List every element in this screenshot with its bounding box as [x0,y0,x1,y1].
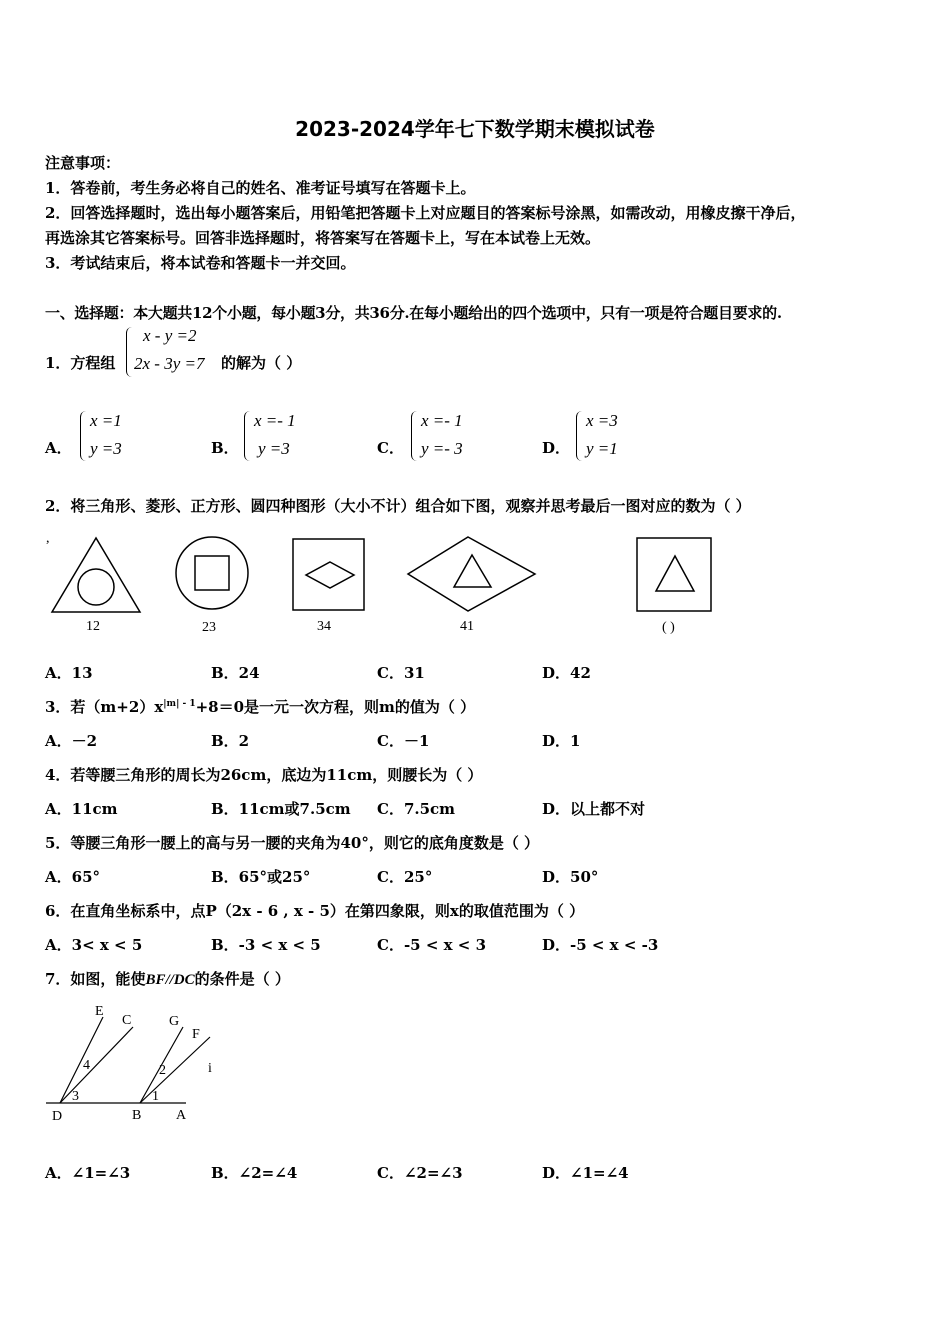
q6-option-d: D．-5 < x < -3 [542,936,659,954]
q3-stem-b: +8＝0是一元一次方程，则m的值为（ ） [195,698,476,716]
q5-option-b: B．65°或25° [211,868,311,886]
q2-fig1-label: 12 [86,619,100,634]
q7-angle-1: 1 [152,1089,159,1104]
q2-fig4-label: 41 [460,619,474,634]
q1-option-b-line1: x =- 1 [254,411,296,430]
q1-eq1: x - y =2 [143,326,197,345]
q1-option-c-line1: x =- 1 [421,411,463,430]
q1-option-b-brace [244,411,251,461]
q7-stem-b: 的条件是（ ） [194,970,290,988]
q2-option-d: D．42 [542,664,591,682]
q1-option-d-line2: y =1 [586,439,618,458]
q2-option-a: A．13 [45,664,93,682]
section-heading: 一、选择题：本大题共12个小题，每小题3分，共36分.在每小题给出的四个选项中，只有一项是符合题目要求的. [45,304,782,322]
q7-line-dc [60,1027,133,1103]
q3-option-b: B．2 [211,732,250,750]
q2-fig4-triangle [454,555,491,587]
q7-angle-3: 3 [72,1089,79,1104]
q1-option-a-brace [80,411,87,461]
q2-fig1-circle [78,569,114,605]
q1-eq2: 2x - 3y =7 [134,354,205,373]
q4-option-c: C．7.5cm [377,800,456,818]
q7-line-de [60,1017,103,1103]
q1-option-d-brace [576,411,583,461]
q1-option-d-label: D． [542,439,571,457]
q7-option-a: A．∠1=∠3 [45,1164,131,1182]
q2-fig5-triangle [656,556,694,591]
q7-angle-2: 2 [159,1063,166,1078]
q2-fig5-square [637,538,711,611]
q3-option-a: A．－2 [45,732,98,750]
q2-fig2-square [195,556,229,590]
q2-option-b: B．24 [211,664,260,682]
q7-option-c: C．∠2=∠3 [377,1164,463,1182]
q6-option-c: C．-5 < x < 3 [377,936,487,954]
q1-option-a-line1: x =1 [90,411,122,430]
q5-option-a: A．65° [45,868,101,886]
q7-label-a: A [176,1108,187,1123]
q1-brace [126,327,133,377]
q7-label-b: B [132,1108,142,1123]
q7-stem-math: BF//DC [145,972,195,988]
notice-heading: 注意事项： [45,154,121,172]
q4-option-a: A．11cm [45,800,118,818]
q3-stem-a: 3．若（m+2）x [45,698,164,716]
q6-option-a: A．3< x < 5 [45,936,143,954]
q1-option-d-line1: x =3 [586,411,618,430]
q1-suffix: 的解为（ ） [221,354,302,372]
q3-stem [45,696,475,717]
q7-option-d: D．∠1=∠4 [542,1164,629,1182]
q7-label-g: G [169,1014,180,1029]
q2-fig2-label: 23 [202,620,216,635]
q7-label-i: i [208,1061,212,1076]
notice-item: 再选涂其它答案标号。回答非选择题时，将答案写在答题卡上，写在本试卷上无效。 [45,229,601,247]
q6-option-b: B．-3 < x < 5 [211,936,321,954]
q4-option-d: D．以上都不对 [542,800,646,818]
q1-option-c-line2: y =- 3 [421,439,463,458]
q1-option-a-label: A． [45,439,72,457]
q7-label-d: D [52,1109,63,1124]
page-title: 2023-2024学年七下数学期末模拟试卷 [295,117,655,141]
q2-option-c: C．31 [377,664,425,682]
q7-line-bf [140,1037,210,1103]
q3-option-c: C．－1 [377,732,430,750]
q3-option-d: D．1 [542,732,581,750]
q2-fig2-circle [176,537,248,609]
q7-label-e: E [95,1004,104,1019]
q7-stem [45,968,290,989]
notice-item: 1．答卷前，考生务必将自己的姓名、准考证号填写在答题卡上。 [45,179,476,197]
q4-stem: 4．若等腰三角形的周长为26cm，底边为11cm，则腰长为（ ） [45,766,483,784]
q7-label-c: C [122,1013,132,1028]
q5-option-c: C．25° [377,868,433,886]
q2-fig5-label: ( ) [662,620,675,635]
q7-label-f: F [192,1027,200,1042]
q3-exponent: |m| - 1 [163,699,196,709]
q2-figure [40,530,740,645]
q7-figure [40,1000,230,1130]
q2-fig1-triangle [52,538,140,612]
q1-option-b-line2: y =3 [258,439,290,458]
q6-stem: 6．在直角坐标系中，点P（2x - 6 , x - 5）在第四象限，则x的取值范围为（ ） [45,902,585,920]
q1-prefix: 1．方程组 [45,354,116,372]
q1-option-a-line2: y =3 [90,439,122,458]
q5-stem: 5．等腰三角形一腰上的高与另一腰的夹角为40°，则它的底角度数是（ ） [45,834,540,852]
q1-option-c-brace [411,411,418,461]
q4-option-b: B．11cm或7.5cm [211,800,351,818]
q2-fig4-diamond [408,537,535,611]
q2-fig3-diamond [306,562,354,588]
q2-stem: 2．将三角形、菱形、正方形、圆四种图形（大小不计）组合如下图，观察并思考最后一图对应的数为（ ） [45,497,751,515]
notice-item: 3．考试结束后，将本试卷和答题卡一并交回。 [45,254,356,272]
notice-item: 2．回答选择题时，选出每小题答案后，用铅笔把答题卡上对应题目的答案标号涂黑，如需改动，用橡皮擦干净后， [45,204,806,222]
q1-option-c-label: C． [377,439,404,457]
svg-text:,: , [46,531,50,546]
q7-stem-a: 7．如图，能使 [45,970,146,988]
q7-option-b: B．∠2=∠4 [211,1164,298,1182]
q5-option-d: D．50° [542,868,599,886]
q1-option-b-label: B． [211,439,239,457]
q2-fig3-label: 34 [317,619,331,634]
q7-angle-4: 4 [83,1058,90,1073]
